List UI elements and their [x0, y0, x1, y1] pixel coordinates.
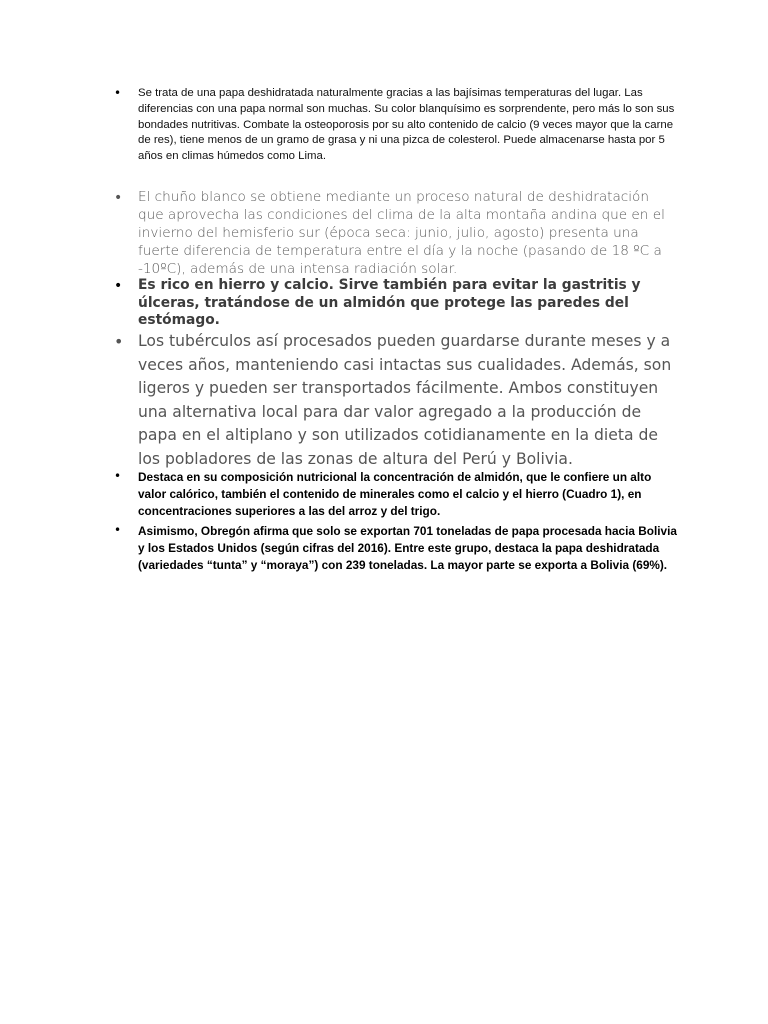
paragraph-text: El chuño blanco se obtiene mediante un proceso natural de deshidratación que aprovecha las condiciones del clima de la alta montaña andina que en el invierno del hemisferio sur (época seca: junio, julio, agosto) presenta una fuerte diferencia de temperatura entre el día y la noche (pasando de 18 ºC a -10ºC), además de una intensa radiación solar. — [138, 189, 665, 277]
bullet-icon: • — [114, 278, 123, 294]
bullet-icon: • — [114, 523, 122, 537]
bullet-icon: • — [114, 86, 122, 100]
paragraph-text: Los tubérculos así procesados pueden guardarse durante meses y a veces años, manteniendo casi intactas sus cualidades. Además, son ligeros y pueden ser transportados fácilmente. Ambos constituyen una alternativa local para dar valor agregado a la producción de papa en el altiplano y son utilizados cotidianamente en la dieta de los pobladores de las zonas de altura del Perú y Bolivia. — [138, 332, 672, 468]
paragraph-text: Es rico en hierro y calcio. Sirve también para evitar la gastritis y úlceras, tratándose de un almidón que protege las paredes del estómago. — [138, 277, 641, 328]
paragraph-text: Se trata de una papa deshidratada naturalmente gracias a las bajísimas temperaturas del lugar. Las diferencias con una papa normal son muchas. Su color blanquísimo es sorprendente, pero más lo son sus bondades nutritivas. Combate la osteoporosis por su alto contenido de calcio (9 veces mayor que la carne de res), tiene menos de un gramo de grasa y ni una pizca de colesterol. Puede almacenarse hasta por 5 años en climas húmedos como Lima. — [138, 87, 675, 163]
bullet-icon: • — [114, 332, 124, 351]
paragraph-text: Destaca en su composición nutricional la concentración de almidón, que le confiere un alto valor calórico, también el contenido de minerales como el calcio y el hierro (Cuadro 1), en concentraciones superiores a las del arroz y del trigo. — [138, 470, 652, 519]
bullet-icon: • — [114, 190, 123, 206]
bullet-icon: • — [114, 469, 122, 483]
paragraph-text: Asimismo, Obregón afirma que solo se exportan 701 toneladas de papa procesada hacia Bolivia y los Estados Unidos (según cifras del 2016). Entre este grupo, destaca la papa deshidratada (variedades “tunta” y “moraya”) con 239 toneladas. La mayor parte se exporta a Bolivia (69%). — [138, 524, 677, 573]
